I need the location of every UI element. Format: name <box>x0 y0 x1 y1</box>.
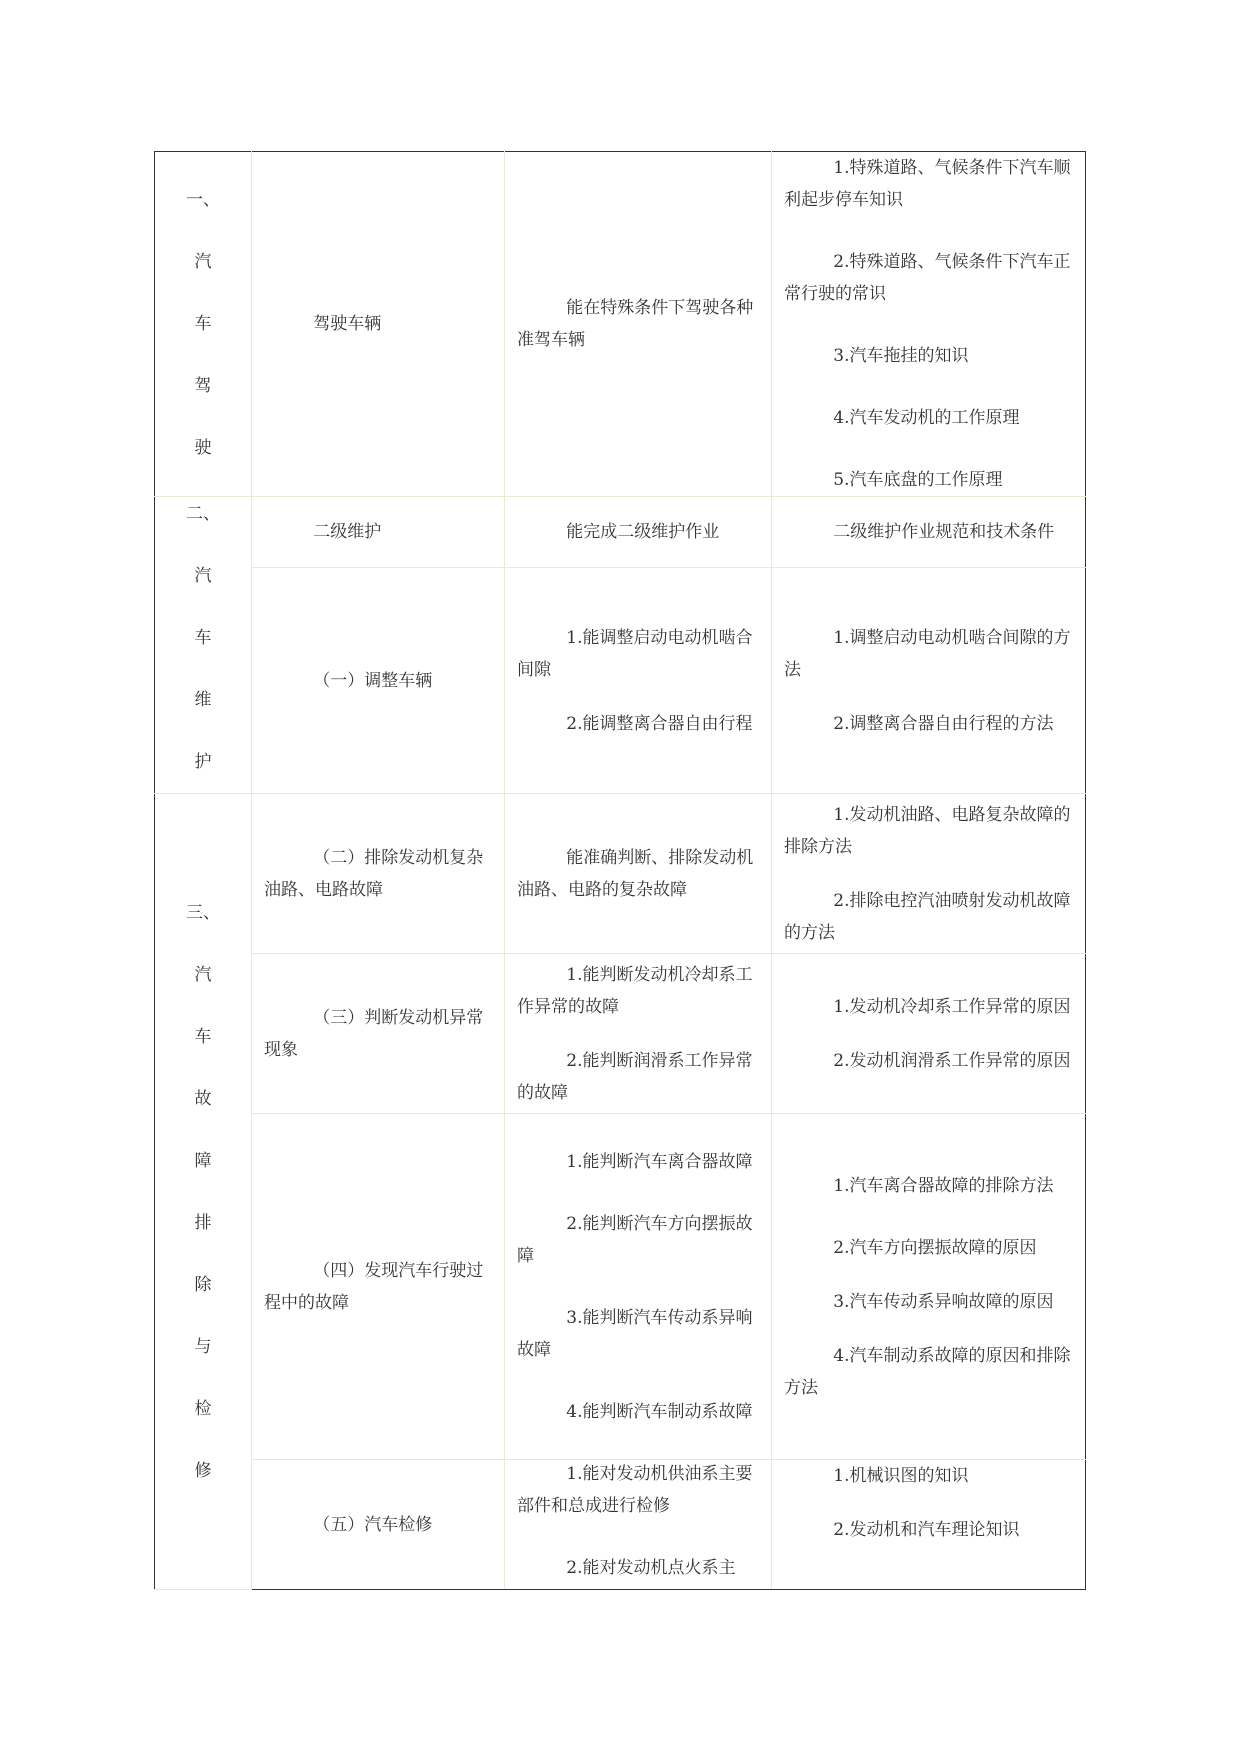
skill-requirements-table <box>154 151 1086 1590</box>
table-row <box>155 497 1086 568</box>
skill-text: 4.能判断汽车制动系故障 <box>566 1401 753 1422</box>
knowledge-cell <box>772 1114 1086 1460</box>
section-cell <box>155 152 252 497</box>
knowledge-item: 2.特殊道路、气候条件下汽车正常行驶的常识 <box>784 252 1071 304</box>
section-char: 检 <box>194 1398 212 1419</box>
content-text: 驾驶车辆 <box>313 314 382 334</box>
skill-text: 能在特殊条件下驾驶各种准驾车辆 <box>517 298 754 350</box>
knowledge-item: 2.汽车方向摆振故障的原因 <box>833 1237 1037 1258</box>
section-char: 一、 <box>186 190 220 210</box>
content-cell <box>252 794 505 954</box>
content-cell <box>252 954 505 1114</box>
knowledge-item: 1.发动机油路、电路复杂故障的排除方法 <box>784 804 1071 857</box>
content-text: （二）排除发动机复杂油路、电路故障 <box>264 847 484 900</box>
section-char: 三、 <box>186 902 220 923</box>
content-cell <box>252 568 505 794</box>
content-cell <box>252 1114 505 1460</box>
skills-cell <box>505 152 772 497</box>
knowledge-item: 4.汽车制动系故障的原因和排除方法 <box>784 1345 1071 1398</box>
skill-text: 2.能判断润滑系工作异常的故障 <box>517 1050 753 1103</box>
skills-cell <box>505 954 772 1114</box>
section-char: 车 <box>194 628 212 648</box>
knowledge-item: 5.汽车底盘的工作原理 <box>833 470 1003 490</box>
knowledge-cell <box>772 1460 1086 1590</box>
section-char: 除 <box>194 1274 212 1295</box>
section-cell <box>155 794 252 1590</box>
content-cell <box>252 1460 505 1590</box>
section-char: 与 <box>194 1336 212 1357</box>
knowledge-cell <box>772 568 1086 794</box>
table-row <box>155 794 1086 954</box>
section-label-vertical <box>155 169 251 479</box>
knowledge-item: 1.机械识图的知识 <box>833 1466 969 1486</box>
content-text: （五）汽车检修 <box>313 1514 433 1535</box>
table-row <box>155 1460 1086 1590</box>
skill-text: 3.能判断汽车传动系异响故障 <box>517 1307 753 1360</box>
section-char: 车 <box>194 1026 212 1047</box>
section-char: 汽 <box>194 252 212 272</box>
section-char: 汽 <box>194 566 212 586</box>
knowledge-cell <box>772 152 1086 497</box>
content-text: （一）调整车辆 <box>313 670 433 691</box>
section-char: 护 <box>194 752 212 772</box>
table-row <box>155 954 1086 1114</box>
knowledge-item: 3.汽车拖挂的知识 <box>833 346 969 366</box>
content-cell <box>252 497 505 568</box>
section-char: 二、 <box>186 504 220 524</box>
content-text: （三）判断发动机异常现象 <box>264 1007 484 1060</box>
skills-cell <box>505 794 772 954</box>
skill-text: 能准确判断、排除发动机油路、电路的复杂故障 <box>517 847 754 900</box>
section-char: 驾 <box>194 376 212 396</box>
section-char: 驶 <box>194 438 212 458</box>
knowledge-cell <box>772 794 1086 954</box>
skills-cell <box>505 497 772 568</box>
section-label-vertical <box>155 497 251 794</box>
skill-text: 1.能判断发动机冷却系工作异常的故障 <box>517 964 753 1017</box>
section-cell <box>155 497 252 794</box>
knowledge-cell <box>772 954 1086 1114</box>
skills-cell <box>505 1460 772 1590</box>
content-cell <box>252 152 505 497</box>
knowledge-item: 1.汽车离合器故障的排除方法 <box>833 1175 1054 1196</box>
knowledge-item: 1.特殊道路、气候条件下汽车顺利起步停车知识 <box>784 158 1071 210</box>
skill-text: 1.能判断汽车离合器故障 <box>566 1151 753 1172</box>
section-char: 维 <box>194 690 212 710</box>
section-label-vertical <box>155 882 251 1502</box>
skill-text: 能完成二级维护作业 <box>566 522 720 543</box>
skill-text: 2.能对发动机点火系主 <box>566 1558 736 1578</box>
knowledge-item: 4.汽车发动机的工作原理 <box>833 408 1020 428</box>
table-row <box>155 152 1086 497</box>
content-text: 二级维护 <box>313 522 382 543</box>
section-char: 故 <box>194 1088 212 1109</box>
knowledge-item: 2.发动机润滑系工作异常的原因 <box>833 1050 1071 1071</box>
skill-text: 2.能调整离合器自由行程 <box>566 713 753 734</box>
section-char: 障 <box>194 1150 212 1171</box>
knowledge-item: 2.发动机和汽车理论知识 <box>833 1520 1020 1540</box>
skills-cell <box>505 568 772 794</box>
knowledge-item: 3.汽车传动系异响故障的原因 <box>833 1291 1054 1312</box>
section-char: 修 <box>194 1460 212 1481</box>
knowledge-item: 2.调整离合器自由行程的方法 <box>833 713 1054 734</box>
knowledge-cell <box>772 497 1086 568</box>
knowledge-item: 1.发动机冷却系工作异常的原因 <box>833 996 1071 1017</box>
section-char: 汽 <box>194 964 212 985</box>
knowledge-item: 二级维护作业规范和技术条件 <box>833 522 1055 543</box>
table-row <box>155 568 1086 794</box>
skill-text: 1.能对发动机供油系主要部件和总成进行检修 <box>517 1464 753 1516</box>
section-char: 排 <box>194 1212 212 1233</box>
skills-cell <box>505 1114 772 1460</box>
section-char: 车 <box>194 314 212 334</box>
table-row <box>155 1114 1086 1460</box>
content-text: （四）发现汽车行驶过程中的故障 <box>264 1260 484 1313</box>
skill-text: 2.能判断汽车方向摆振故障 <box>517 1213 753 1266</box>
skill-text: 1.能调整启动电动机啮合间隙 <box>517 627 753 680</box>
knowledge-item: 2.排除电控汽油喷射发动机故障的方法 <box>784 890 1071 943</box>
knowledge-item: 1.调整启动电动机啮合间隙的方法 <box>784 627 1071 680</box>
